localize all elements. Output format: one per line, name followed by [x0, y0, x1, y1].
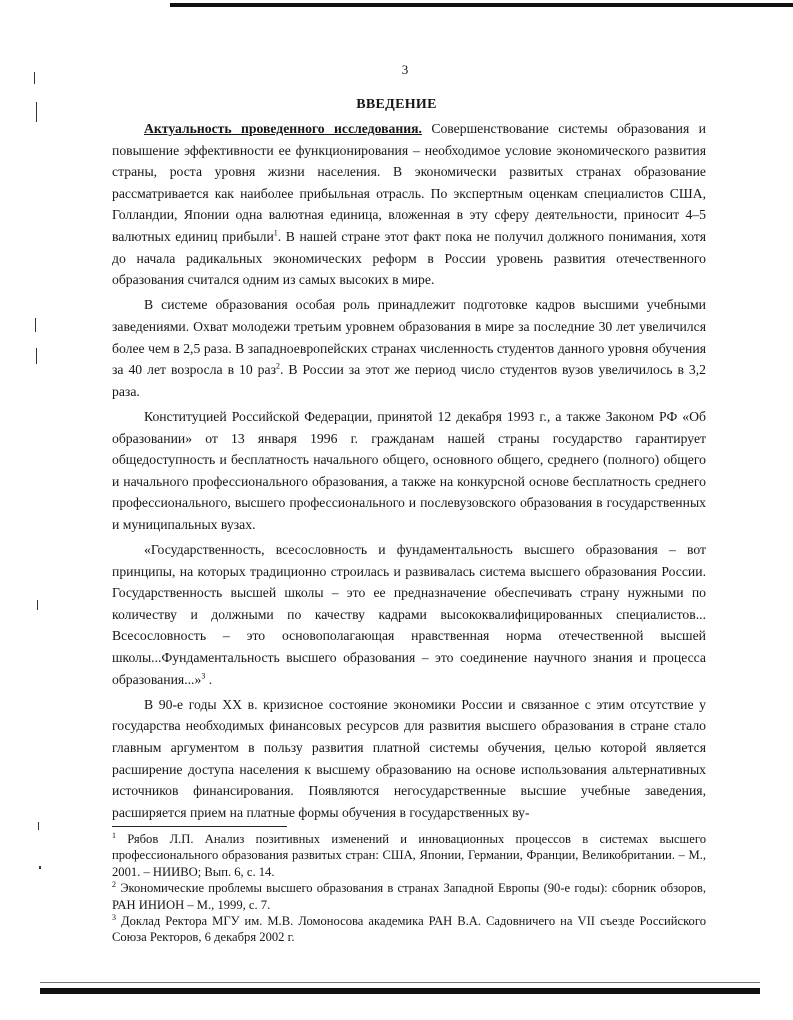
paragraph-text: Конституцией Российской Федерации, принятой 12 декабря 1993 г., а также Законом РФ «Об образовании» от 13 января 1996 г. гражданам нашей страны государство гарантирует общедоступность и бесплатность начального общего, основного общего, среднего (полного) общего и начального профессионального образования, а также на конкурсной основе бесплатность среднего профессионального, высшего профессионального и послевузовского образования в государственных и муниципальных вузах.: [112, 408, 706, 532]
footnote-3: [112, 913, 706, 946]
paragraph-text: «Государственность, всесословность и фундаментальность высшего образования – вот принципы, на которых традиционно строилась и развивалась система высшего образования России. Государственность высшей школы – это ее предназначение обеспечивать страну нужными по количеству и должными по качеству кадрами высококвалифицированных специалистов... Всесословность – это основополагающая нравственная норма отечественной высшей школы...Фундаментальность высшего образования – это соединение научного знания и процесса образования...»: [112, 542, 706, 687]
footnote-mark: 3: [112, 912, 116, 922]
footnote-2: [112, 880, 706, 913]
paragraph-text: В 90-е годы XX в. кризисное состояние экономики России и связанное с этим отсутствие у государства необходимых финансовых ресурсов для развития высшего образования в стране стало главным аргументом в пользу развития платной системы обучения, целью которой является расширение доступа населения к высшему образованию на основе использования альтернативных источников финансирования. Появляются негосударственные высшие учебные заведения, расширяется прием на платные формы обучения в государственных ву-: [112, 696, 706, 820]
footnote-text: Доклад Ректора МГУ им. М.В. Ломоносова академика РАН В.А. Садовничего на VII съезде Российского Союза Ректоров, 6 декабря 2002 г.: [112, 914, 706, 945]
footnote-text: Рябов Л.П. Анализ позитивных изменений и инновационных процессов в системах высшего профессионального образования развитых стран: США, Японии, Германии, Франции, Великобритании. – М., 2001. – НИИВО; Вып. 6, с. 14.: [112, 832, 706, 879]
paragraph-text-after: . В России за этот же период число студентов вузов увеличилось в 3,2 раза.: [112, 362, 706, 399]
paragraph-constitution: [112, 406, 706, 536]
paragraph-text-after: . В нашей стране этот факт пока не получил должного понимания, хотя до начала радикальных экономических реформ в России уровень развития отечественного образования считался одним из самых высоких в мире.: [112, 228, 706, 288]
section-lead-title: Актуальность проведенного исследования.: [144, 121, 422, 136]
margin-scan-mark: [37, 600, 38, 610]
page-title: ВВЕДЕНИЕ: [356, 97, 437, 112]
scan-bottom-thin-line: [40, 982, 760, 983]
paragraph-quote: [112, 539, 706, 690]
paragraph-nineties: [112, 694, 706, 824]
margin-scan-mark: [36, 348, 37, 364]
footnote-separator: [112, 826, 287, 827]
margin-scan-dot: [39, 866, 41, 869]
footnote-mark: 1: [112, 830, 116, 840]
page-number: 3: [401, 62, 409, 77]
footnote-ref: 1: [273, 228, 278, 238]
scan-top-border: [170, 3, 793, 7]
margin-scan-mark: [34, 72, 35, 84]
footnote-1: [112, 831, 706, 880]
paragraph-intro: [112, 118, 706, 291]
paragraph-text-after: .: [205, 671, 213, 687]
footnote-ref: 3: [201, 671, 206, 681]
main-text: [112, 118, 706, 823]
footnote-ref: 2: [276, 361, 281, 371]
scan-bottom-border: [40, 988, 760, 994]
paragraph-text: В системе образования особая роль принадлежит подготовке кадров высшими учебными заведениями. Охват молодежи третьим уровнем образования в мире за последние 30 лет увеличился более чем в 2,5 раза. В западноевропейских странах численность студентов данного уровня обучения за 40 лет возросла в 10 раз: [112, 297, 706, 378]
footnote-text: Экономические проблемы высшего образования в странах Западной Европы (90-е годы): сборник обзоров, РАН ИНИОН – М., 1999, с. 7.: [112, 881, 706, 912]
paragraph-higher-education: [112, 294, 706, 402]
margin-scan-mark: [38, 822, 39, 830]
footnotes: [112, 831, 706, 946]
footnote-mark: 2: [112, 880, 116, 890]
paragraph-text: Совершенствование системы образования и повышение эффективности ее функционирования – необходимое условие экономического развития страны, роста уровня жизни населения. В экономически развитых странах образование рассматривается как наиболее прибыльная отрасль. По экспертным оценкам специалистов США, Голландии, Японии одна валютная единица, вложенная в эту сферу деятельности, приносит 4–5 валютных единиц прибыли: [112, 121, 706, 244]
margin-scan-mark: [35, 318, 36, 332]
